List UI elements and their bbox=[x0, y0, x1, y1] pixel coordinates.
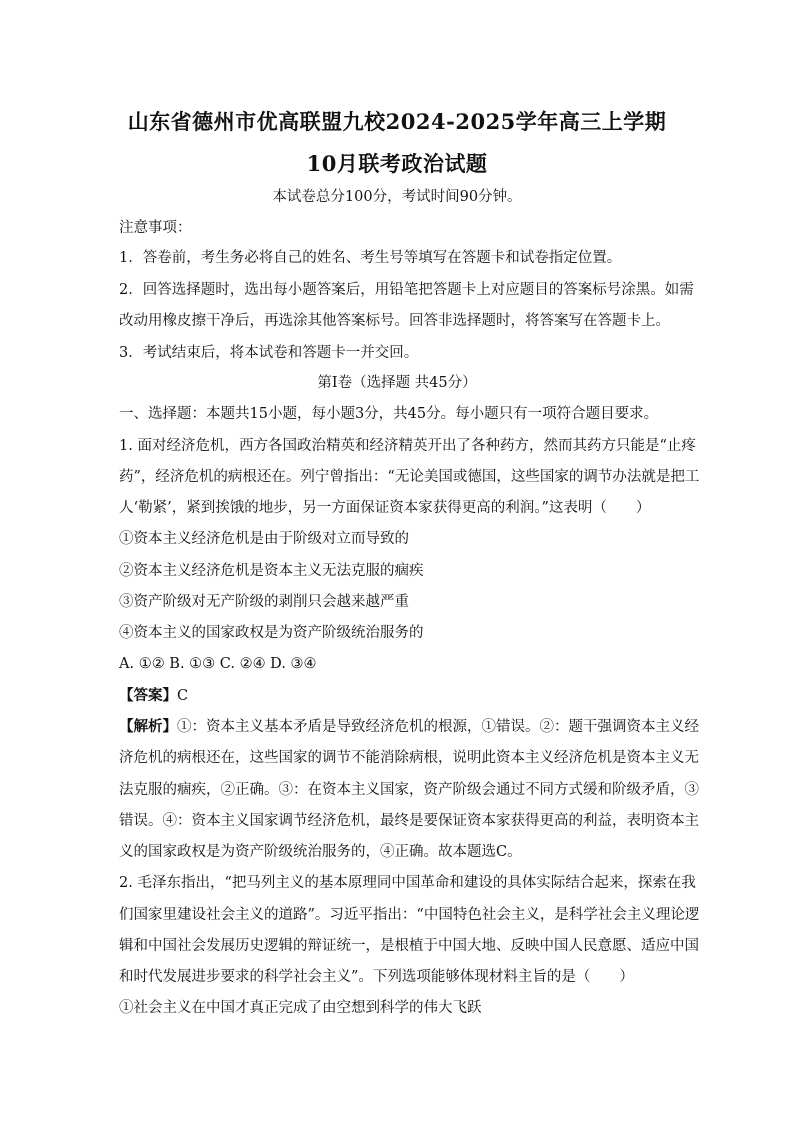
notes-item: 改动用橡皮擦干净后，再选涂其他答案标号。回答非选择题时，将答案写在答题卡上。 bbox=[119, 313, 670, 329]
question-option: ③资产阶级对无产阶级的剥削只会越来越严重 bbox=[119, 594, 409, 610]
analysis-line: 法克服的痼疾，②正确。③：在资本主义国家，资产阶级会通过不同方式缓和阶级矛盾，③ bbox=[119, 782, 699, 798]
question-stem-line: 和时代发展进步要求的科学社会主义”。下列选项能够体现材料主旨的是（ ） bbox=[119, 969, 634, 985]
exam-title-line1: 山东省德州市优高联盟九校2024-2025学年高三上学期 bbox=[127, 109, 667, 134]
answer-label: 【答案】 bbox=[119, 687, 177, 704]
question-stem-line: 人‘勒紧’，紧到挨饿的地步，另一方面保证资本家获得更高的利润。”这表明（ ） bbox=[119, 500, 651, 516]
question-stem-line: 们国家里建设社会主义的道路”。习近平指出：“中国特色社会主义，是科学社会主义理论逻 bbox=[119, 907, 700, 923]
answer-value: C bbox=[177, 688, 189, 704]
notes-item: 2．回答选择题时，选出每小题答案后，用铅笔把答题卡上对应题目的答案标号涂黑。如需 bbox=[119, 282, 694, 298]
exam-title-line2: 10月联考政治试题 bbox=[306, 151, 488, 176]
notes-item: 1．答卷前，考生务必将自己的姓名、考生号等填写在答题卡和试卷指定位置。 bbox=[119, 250, 622, 266]
analysis-label: 【解析】 bbox=[119, 718, 177, 735]
question-option: ①社会主义在中国才真正完成了由空想到科学的伟大飞跃 bbox=[119, 1000, 482, 1016]
question-stem-line: 药”，经济危机的病根还在。列宁曾指出：“无论美国或德国，这些国家的调节办法就是把工 bbox=[119, 469, 700, 485]
part-title: 第Ⅰ卷（选择题 共45分） bbox=[317, 375, 477, 391]
section-instruction: 一、选择题：本题共15小题，每小题3分，共45分。每小题只有一项符合题目要求。 bbox=[119, 406, 659, 422]
question-stem-line: 1. 面对经济危机，西方各国政治精英和经济精英开出了各种药方，然而其药方只能是“止疼 bbox=[119, 438, 696, 454]
question-option: ④资本主义的国家政权是为资产阶级统治服务的 bbox=[119, 625, 424, 641]
question-stem-line: 2. 毛泽东指出，“把马列主义的基本原理同中国革命和建设的具体实际结合起来，探索在我 bbox=[119, 875, 696, 891]
exam-subtitle: 本试卷总分100分，考试时间90分钟。 bbox=[272, 189, 522, 205]
analysis-text: ①：资本主义基本矛盾是导致经济危机的根源，①错误。②：题干强调资本主义经 bbox=[177, 719, 699, 735]
answer-choices: A. ①② B. ①③ C. ②④ D. ③④ bbox=[119, 656, 317, 672]
analysis-line: 济危机的病根还在，这些国家的调节不能消除病根，说明此资本主义经济危机是资本主义无 bbox=[119, 750, 699, 766]
question-option: ①资本主义经济危机是由于阶级对立而导致的 bbox=[119, 531, 409, 547]
notes-item: 3．考试结束后，将本试卷和答题卡一并交回。 bbox=[119, 345, 419, 361]
question-stem-line: 辑和中国社会发展历史逻辑的辩证统一，是根植于中国大地、反映中国人民意愿、适应中国 bbox=[119, 938, 699, 954]
answer-line bbox=[119, 686, 679, 706]
analysis-line: 义的国家政权是为资产阶级统治服务的，④正确。故本题选C。 bbox=[119, 844, 522, 860]
notes-heading: 注意事项： bbox=[119, 220, 192, 236]
analysis-line: 错误。④：资本主义国家调节经济危机，最终是要保证资本家获得更高的利益，表明资本主 bbox=[119, 813, 699, 829]
question-option: ②资本主义经济危机是资本主义无法克服的痼疾 bbox=[119, 563, 424, 579]
analysis-line bbox=[119, 717, 699, 737]
